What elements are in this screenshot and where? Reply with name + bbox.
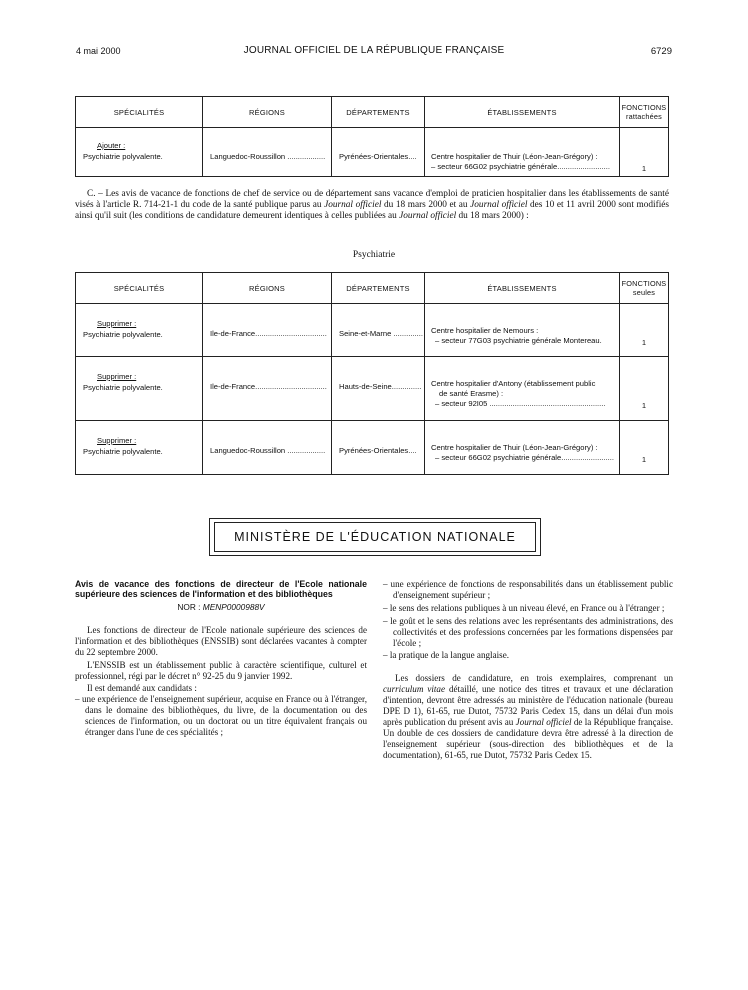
article-bullet-right-1: – une expérience de fonctions de responsabilités dans un établissement public d'enseignement supérieur ; — [383, 579, 673, 600]
row-action: Supprimer : — [97, 436, 137, 445]
row-region: Ile-de-France.................................. — [210, 329, 327, 338]
nor-label: NOR : — [177, 602, 201, 612]
col-header-regions: RÉGIONS — [203, 273, 332, 304]
cell-specialite — [76, 421, 203, 475]
row-action: Supprimer : — [97, 319, 137, 328]
row-fonctions: 1 — [641, 338, 647, 347]
article-bullet-right-2: – le sens des relations publiques à un niveau élevé, en France ou à l'étranger ; — [383, 602, 665, 613]
paragraph-c-text-b: du 18 mars 2000 et au — [381, 200, 471, 211]
row-action: Ajouter : — [97, 141, 126, 150]
col-header-departements: DÉPARTEMENTS — [332, 97, 425, 128]
cell-etablissement — [425, 128, 620, 177]
article-bullet-right-4: – la pratique de la langue anglaise. — [383, 650, 509, 661]
cell-specialite — [76, 357, 203, 421]
cell-departement — [332, 128, 425, 177]
row-etab-line2: de santé Erasme) : — [439, 389, 504, 398]
article-p4-c: de la République française. Un double de ces dossiers de candidature devra être adressé à la direction de l'enseignement supérieur (sous-direction des bibliothèques et de la documentation), 61-65, rue Dutot, 75732 Paris Cedex 15. — [383, 716, 673, 760]
row-region: Ile-de-France.................................. — [210, 382, 327, 391]
row-departement: Pyrénées-Orientales.... — [339, 152, 417, 161]
article-left-column — [75, 579, 367, 738]
article-right-column — [383, 579, 673, 761]
row-specialite: Psychiatrie polyvalente. — [83, 152, 163, 161]
row-etab-line3: – secteur 92I05 ....................................................... — [435, 399, 606, 408]
article-p3: Il est demandé aux candidats : — [87, 683, 197, 694]
col-header-fonctions-sub: seules — [632, 288, 656, 297]
col-header-specialites: SPÉCIALITÉS — [76, 273, 203, 304]
row-departement: Hauts-de-Seine.............. — [339, 382, 422, 391]
header-date: 4 mai 2000 — [76, 46, 121, 56]
paragraph-c-jo1: Journal officiel — [324, 200, 382, 211]
table-suppressions — [75, 272, 669, 475]
row-etab-line1: Centre hospitalier d'Antony (établissement public — [431, 379, 596, 388]
row-specialite: Psychiatrie polyvalente. — [83, 330, 163, 339]
col-header-fonctions — [620, 273, 669, 304]
cell-fonctions — [620, 421, 669, 475]
col-header-specialites: SPÉCIALITÉS — [76, 97, 203, 128]
col-header-regions: RÉGIONS — [203, 97, 332, 128]
cell-etablissement — [425, 304, 620, 357]
table-row — [76, 421, 669, 475]
article-title: Avis de vacance des fonctions de directeur de l'Ecole nationale supérieure des sciences de l'information et des bibliothèques — [75, 579, 367, 599]
paragraph-c-text-a: C. – Les avis de vacance de fonctions de chef de service ou de département sans vacance d'emploi de praticien hospitalier dans les établissements de santé visés à l'article R. 714-21-1 du code de la santé publique parus au — [75, 189, 669, 211]
cell-etablissement — [425, 357, 620, 421]
row-fonctions: 1 — [641, 164, 647, 173]
article-p4-a: Les dossiers de candidature, en trois exemplaires, comprenant un — [395, 673, 673, 684]
article-p2: L'ENSSIB est un établissement public à caractère scientifique, culturel et professionnel, régi par le décret n° 92-25 du 9 janvier 1992. — [75, 659, 367, 681]
col-header-fonctions-sub: rattachées — [625, 112, 663, 121]
cell-region — [203, 357, 332, 421]
nor-value: MENP0000988V — [202, 602, 265, 612]
cell-region — [203, 421, 332, 475]
col-header-fonctions-label: FONCTIONS — [621, 279, 667, 288]
row-specialite: Psychiatrie polyvalente. — [83, 383, 163, 392]
table-additions — [75, 96, 669, 177]
cell-fonctions — [620, 128, 669, 177]
row-etab-line1: Centre hospitalier de Thuir (Léon-Jean-Grégory) : — [431, 152, 598, 161]
page-number: 6729 — [650, 46, 672, 57]
row-departement: Seine-et-Marne .............. — [339, 329, 423, 338]
cell-departement — [332, 304, 425, 357]
col-header-fonctions — [620, 97, 669, 128]
row-etab-line2: – secteur 77G03 psychiatrie générale Montereau. — [435, 336, 602, 345]
article-p4-jo: Journal officiel — [515, 716, 572, 727]
cell-region — [203, 128, 332, 177]
row-fonctions: 1 — [641, 401, 647, 410]
cell-etablissement — [425, 421, 620, 475]
article-bullet-left-1: – une expérience de l'enseignement supérieur, acquise en France ou à l'étranger, dans le domaine des bibliothèques, du livre, de la documentation ou des sciences de l'information, ou un doctorat ou un titre équivalent français ou étranger dans l'une de ces spécialités ; — [75, 694, 367, 738]
article-p4-cv: curriculum vitae — [383, 684, 446, 695]
col-header-etablissements: ÉTABLISSEMENTS — [425, 97, 620, 128]
table-row — [76, 304, 669, 357]
cell-departement — [332, 357, 425, 421]
row-etab-line1: Centre hospitalier de Thuir (Léon-Jean-Grégory) : — [431, 443, 598, 452]
article-p4 — [383, 673, 673, 760]
row-etab-line2: – secteur 66G02 psychiatrie générale......................... — [435, 453, 614, 462]
col-header-fonctions-label: FONCTIONS — [621, 103, 667, 112]
paragraph-c-jo2: Journal officiel — [470, 200, 528, 211]
cell-fonctions — [620, 357, 669, 421]
col-header-etablissements: ÉTABLISSEMENTS — [425, 273, 620, 304]
row-specialite: Psychiatrie polyvalente. — [83, 447, 163, 456]
row-region: Languedoc-Roussillon .................. — [210, 152, 326, 161]
col-header-departements: DÉPARTEMENTS — [332, 273, 425, 304]
row-region: Languedoc-Roussillon .................. — [210, 446, 326, 455]
paragraph-c-text-d: du 18 mars 2000) : — [456, 211, 529, 222]
cell-specialite — [76, 128, 203, 177]
row-etab-line2: – secteur 66G02 psychiatrie générale......................... — [431, 162, 610, 171]
paragraph-c-text-c: des 10 et 11 avril 2000 sont modifiés ainsi qu'il suit (les conditions de candidature demeurent identiques à celles publiées au — [75, 200, 670, 222]
section-subtitle: Psychiatrie — [352, 250, 396, 260]
paragraph-c-jo3: Journal officiel — [399, 211, 457, 222]
cell-departement — [332, 421, 425, 475]
paragraph-c — [75, 189, 669, 223]
cell-specialite — [76, 304, 203, 357]
row-etab-line1: Centre hospitalier de Nemours : — [431, 326, 539, 335]
cell-region — [203, 304, 332, 357]
row-action: Supprimer : — [97, 372, 137, 381]
article-p4-b: détaillé, une notice des titres et travaux et une déclaration d'intention, devront être adressés au ministère de l'éducation nationale (bureau DPE D 1), 61-65, rue Dutot, 75732 Paris Cedex 15, dans un délai d'un mois après publication du présent avis au — [383, 684, 674, 727]
cell-fonctions — [620, 304, 669, 357]
article-bullet-right-3: – le goût et le sens des relations avec les représentants des administrations, des collectivités et des professions concernées par les formations dispensées par l'école ; — [383, 615, 673, 648]
article-p1: Les fonctions de directeur de l'Ecole nationale supérieure des sciences de l'information et des bibliothèques (ENSSIB) sont déclarées vacantes à compter du 22 septembre 2000. — [75, 624, 367, 657]
nor-reference — [75, 602, 367, 613]
table-row — [76, 128, 669, 177]
table-row — [76, 357, 669, 421]
row-departement: Pyrénées-Orientales.... — [339, 446, 417, 455]
ministry-heading: MINISTÈRE DE L'ÉDUCATION NATIONALE — [214, 522, 536, 552]
journal-title: JOURNAL OFFICIEL DE LA RÉPUBLIQUE FRANÇAISE — [243, 45, 505, 56]
row-fonctions: 1 — [641, 455, 647, 464]
